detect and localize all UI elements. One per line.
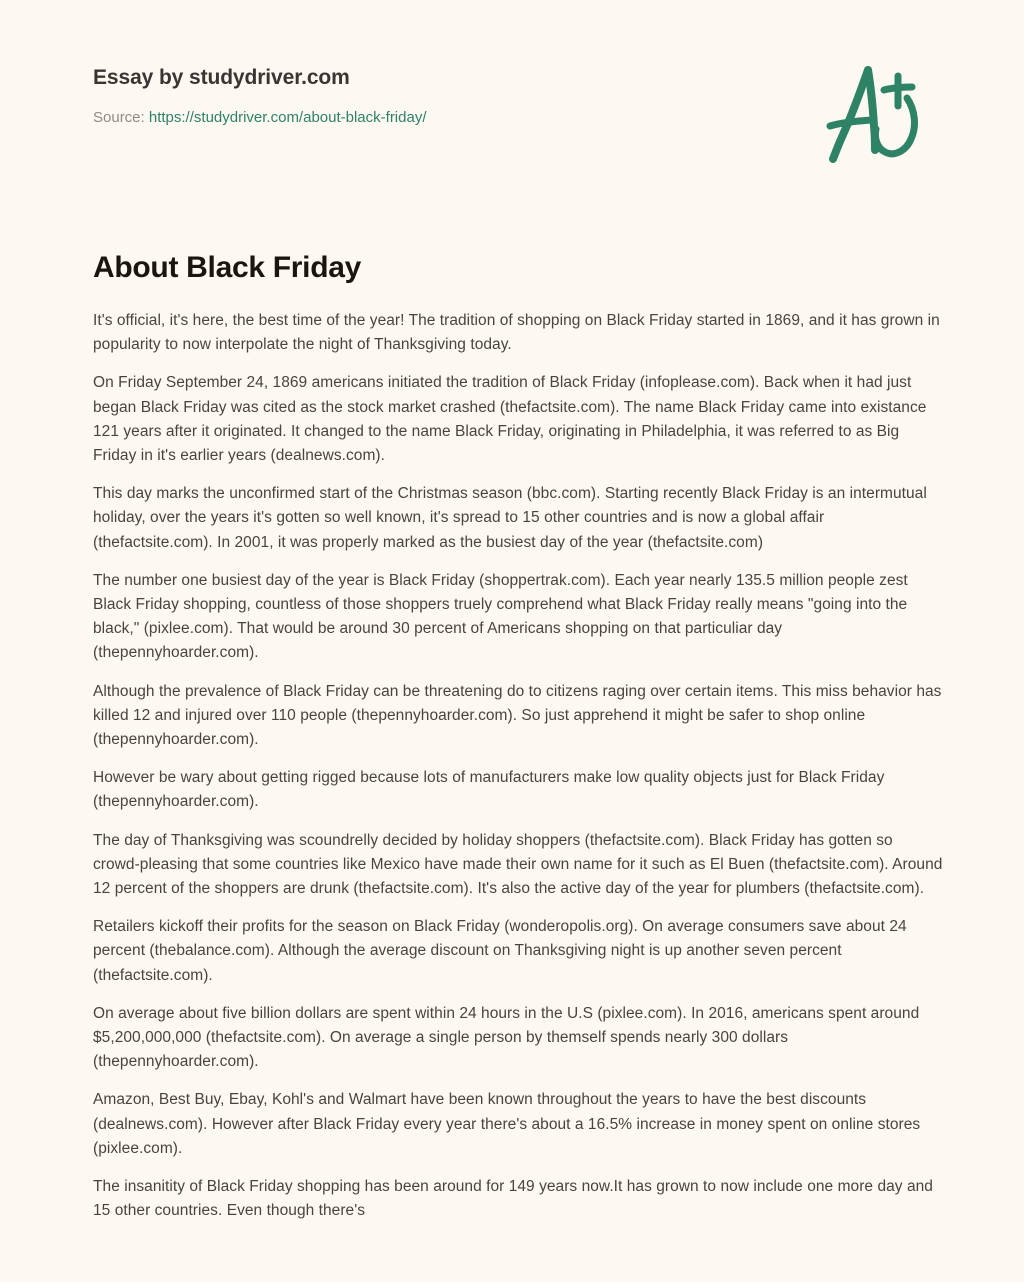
source-url-link[interactable]: https://studydriver.com/about-black-friday/ — [148, 109, 427, 126]
article-paragraph: Although the prevalence of Black Friday can be threatening do to citizens raging over certain items. This miss behavior has killed 12 and injured over 110 people (thepennyhoarder.com). So just apprehend it might be safer to shop online (thepennyhoarder.com). — [93, 682, 942, 749]
article-paragraph: The number one busiest day of the year is Black Friday (shoppertrak.com). Each year nearly 135.5 million people zest Black Friday shopping, countless of those shoppers truely comprehend what Black Friday really means "going into the black," (pixlee.com). That would be around 30 percent of Americans shopping on that particuliar day (thepennyhoarder.com). — [93, 571, 908, 662]
article-paragraph: It's official, it's here, the best time of the year! The tradition of shopping on Black Friday started in 1869, and it has grown in popularity to now interpolate the night of Thanksgiving today. — [93, 312, 940, 354]
article-paragraph: Retailers kickoff their profits for the season on Black Friday (wonderopolis.org). On average consumers save about 24 percent (thebalance.com). Although the average discount on Thanksgiving night is up another seven percent (thefactsite.com). — [93, 918, 907, 984]
header-text-block — [93, 64, 793, 128]
article-paragraph: The day of Thanksgiving was scoundrelly decided by holiday shoppers (thefactsite.com). Black Friday has gotten so crowd-pleasing that some countries like Mexico have made their own name for it such as El Buen (thefactsite.com). Around 12 percent of the shoppers are drunk (thefactsite.com). It's also the active day of the year for plumbers (thefactsite.com). — [93, 831, 943, 898]
article-paragraph: On average about five billion dollars are spent within 24 hours in the U.S (pixlee.com). In 2016, americans spent around $5,200,000,000 (thefactsite.com). On average a single person by themself spends nearly 300 dollars (thepennyhoarder.com). — [93, 1004, 920, 1071]
article — [93, 249, 943, 1224]
a-plus-logo-svg — [814, 58, 934, 178]
article-body — [93, 309, 943, 1224]
essay-byline: Essay by studydriver.com — [93, 66, 350, 89]
article-paragraph: On Friday September 24, 1869 americans initiated the tradition of Black Friday (infoplease.com). Back when it had just began Black Friday was cited as the stock market crashed (thefactsite.com). The name Black Friday came into existance 121 years after it originated. It changed to the name Black Friday, originating in Philadelphia, it was referred to as Big Friday in it's earlier years (dealnews.com). — [93, 374, 927, 465]
article-paragraph: However be wary about getting rigged because lots of manufacturers make low quality objects just for Black Friday (thepennyhoarder.com). — [93, 769, 885, 811]
article-paragraph: Amazon, Best Buy, Ebay, Kohl's and Walmart have been known throughout the years to have the best discounts (dealnews.com). However after Black Friday every year there's about a 16.5% increase in money spent on online stores (pixlee.com). — [93, 1091, 921, 1157]
article-paragraph: This day marks the unconfirmed start of the Christmas season (bbc.com). Starting recently Black Friday is an intermutual holiday, over the years it's gotten so well known, it's spread to 15 other countries and is now a global affair (thefactsite.com). In 2001, it was properly marked as the busiest day of the year (thefactsite.com) — [93, 485, 927, 551]
document-header — [0, 0, 1024, 200]
article-paragraph: The insanitity of Black Friday shopping has been around for 149 years now.It has grown to now include one more day and 15 other countries. Even though there's — [93, 1178, 933, 1220]
source-label: Source: — [93, 109, 145, 126]
studydriver-a-plus-logo-icon — [814, 58, 934, 178]
source-line — [93, 108, 793, 128]
page-title: About Black Friday — [93, 251, 361, 284]
